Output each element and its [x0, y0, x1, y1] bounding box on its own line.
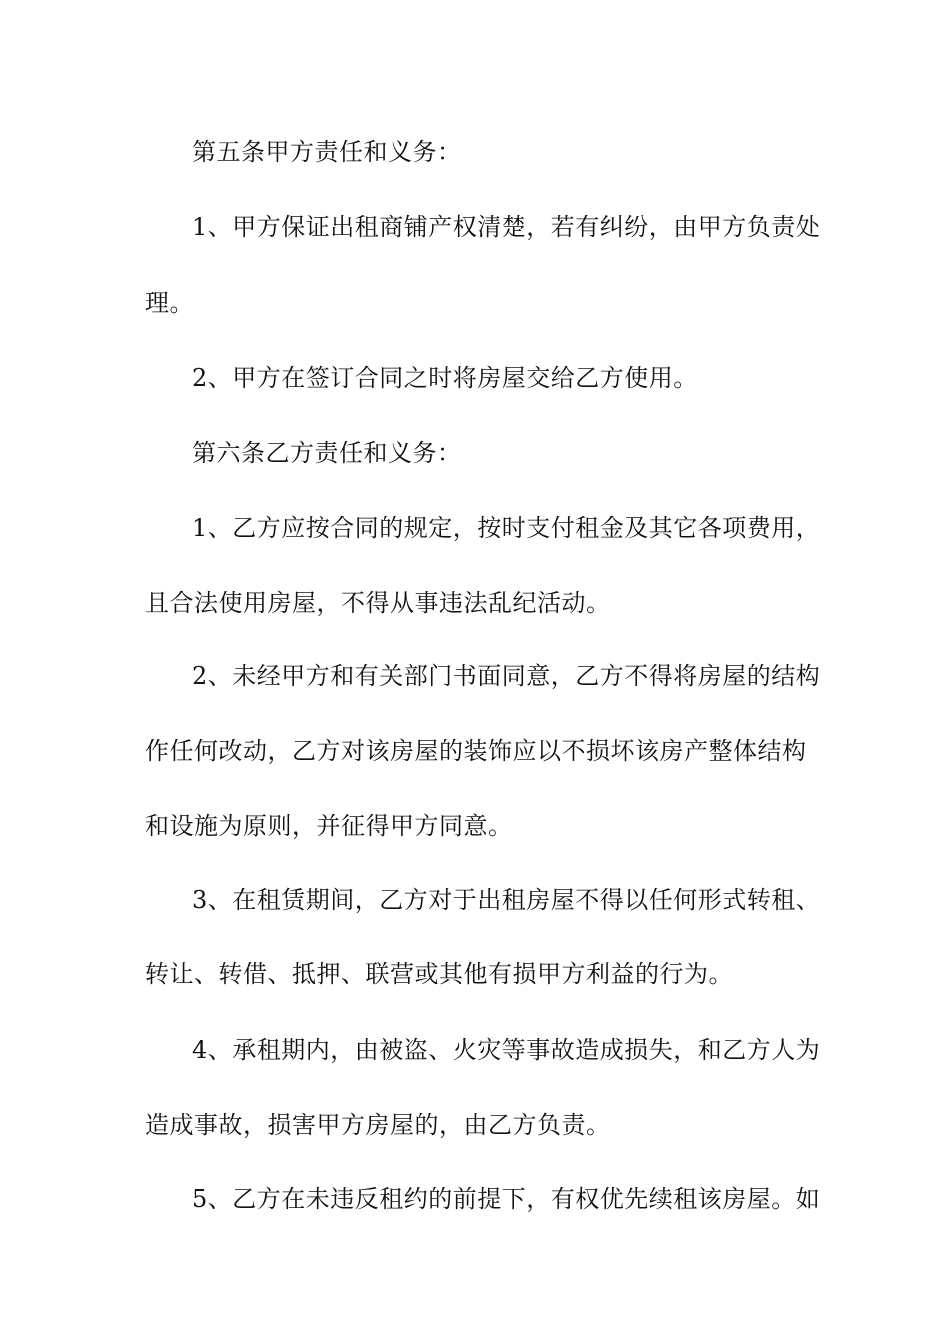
- paragraph-line: 3、在租赁期间，乙方对于出租房屋不得以任何形式转租、: [192, 886, 821, 914]
- paragraph-line: 转让、转借、抵押、联营或其他有损甲方利益的行为。: [145, 960, 733, 988]
- paragraph-line: 作任何改动，乙方对该房屋的装饰应以不损坏该房产整体结构: [145, 737, 807, 765]
- paragraph-line: 且合法使用房屋，不得从事违法乱纪活动。: [145, 589, 611, 617]
- article-5-heading: 第五条甲方责任和义务：: [192, 138, 462, 166]
- paragraph-line: 和设施为原则，并征得甲方同意。: [145, 812, 513, 840]
- paragraph-line: 2、未经甲方和有关部门书面同意，乙方不得将房屋的结构: [192, 662, 821, 690]
- paragraph-line: 理。: [145, 289, 194, 317]
- paragraph-line: 1、甲方保证出租商铺产权清楚，若有纠纷，由甲方负责处: [192, 213, 821, 241]
- article-6-heading: 第六条乙方责任和义务：: [192, 439, 462, 467]
- paragraph-line: 1、乙方应按合同的规定，按时支付租金及其它各项费用，: [192, 514, 821, 542]
- paragraph-line: 造成事故，损害甲方房屋的，由乙方负责。: [145, 1111, 611, 1139]
- paragraph-line: 4、承租期内，由被盗、火灾等事故造成损失，和乙方人为: [192, 1036, 821, 1064]
- paragraph-line: 2、甲方在签订合同之时将房屋交给乙方使用。: [192, 364, 698, 392]
- paragraph-line: 5、乙方在未违反租约的前提下，有权优先续租该房屋。如: [192, 1185, 821, 1213]
